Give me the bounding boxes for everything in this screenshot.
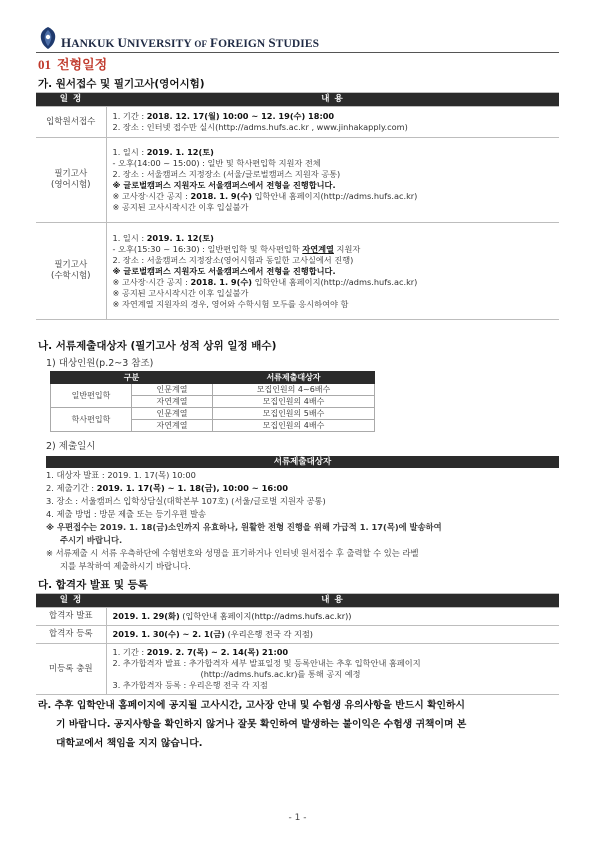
- table-header-row: [36, 93, 559, 107]
- table-row: 자연계열 모집인원의 4배수: [51, 396, 375, 408]
- university-emblem-icon: [38, 26, 58, 50]
- heading-document-submission: 나. 서류제출대상자 (필기고사 성적 상위 일정 배수): [38, 340, 277, 352]
- subheading-target-count: 1) 대상인원(p.2~3 참조): [46, 358, 154, 369]
- submission-target-bar: 서류제출대상자: [46, 456, 559, 468]
- list-item: (http://adms.hufs.ac.kr)를 통해 공지 예정: [200, 669, 361, 679]
- list-item: 2. 장소 : 서울캠퍼스 지정장소 (서울/글로벌캠퍼스 지원자 공통): [112, 169, 341, 179]
- list-item: 3. 추가합격자 등록 : 우리은행 전국 각 지점: [112, 680, 268, 690]
- column-header-schedule: 일 정: [36, 594, 106, 608]
- row-label-application: 입학원서접수: [36, 107, 106, 138]
- list-item: ※ 자연계열 지원자의 경우, 영어와 수학시험 모두를 응시하여야 함: [112, 298, 349, 309]
- column-header-category: 구분: [51, 372, 213, 384]
- target-count-table: [50, 371, 375, 432]
- list-item: 지를 부착하여 제출하시기 바랍니다.: [60, 561, 191, 571]
- application-exam-table: [36, 92, 559, 320]
- list-item: - 오후(15:30 ~ 16:30) : 일반편입학 및 학사편입학 자연계열 지원자: [112, 243, 361, 254]
- list-item: - 오후(14:00 ~ 15:00) : 일반 및 학사편입학 지원자 전체: [112, 158, 321, 168]
- row-label-english-exam: 필기고사 (영어시험): [36, 138, 106, 223]
- section-title: 01 전형일정: [38, 57, 108, 72]
- heading-results-registration: 다. 합격자 발표 및 등록: [38, 579, 148, 591]
- table-header-row: [36, 594, 559, 608]
- list-item: 1. 기간 : 2018. 12. 17(월) 10:00 ~ 12. 19(수) 18:00: [112, 111, 335, 121]
- table-row: [36, 644, 559, 695]
- column-header-schedule: 일 정: [36, 93, 106, 107]
- heading-application-exam: 가. 원서접수 및 필기고사(영어시험): [38, 78, 205, 90]
- list-item: 3. 장소 : 서울캠퍼스 입학상담실(대학본부 107호) (서울/글로벌 지원자 공통): [46, 496, 326, 506]
- list-item: ※ 고사장·시간 공지 : 2018. 1. 9(수) 입학안내 홈페이지(http://adms.hufs.ac.kr): [112, 276, 418, 287]
- university-logo-text: HANKUK UNIVERSITY OF FOREIGN STUDIES: [61, 35, 320, 50]
- row-label-math-exam: 필기고사 (수학시험): [36, 223, 106, 320]
- column-header-content: 내 용: [106, 93, 559, 107]
- list-item: ※ 서류제출 시 서류 우측하단에 수험번호와 성명을 표기하거나 인터넷 원서접수 후 출력할 수 있는 라벨: [46, 548, 419, 558]
- column-header-content: 내 용: [106, 594, 559, 608]
- row-label-announcement: 합격자 발표: [36, 608, 106, 626]
- row-label-registration: 합격자 등록: [36, 626, 106, 644]
- list-item: 2. 추가합격자 발표 : 추가합격자 세부 발표일정 및 등록안내는 추후 입학안내 홈페이지: [112, 658, 421, 668]
- column-header-target: 서류제출대상자: [213, 372, 375, 384]
- table-header-row: [51, 372, 375, 384]
- list-item: ※ 공지된 고사시작시간 이후 입실불가: [112, 287, 249, 298]
- list-item: ※ 공지된 고사시작시간 이후 입실불가: [112, 202, 249, 212]
- list-item: 1. 대상자 발표 : 2019. 1. 17(목) 10:00: [46, 470, 196, 480]
- results-registration-table: [36, 593, 559, 695]
- table-row: 일반편입학 인문계열 모집인원의 4~6배수: [51, 384, 375, 396]
- row-label-additional: 미등록 충원: [36, 644, 106, 695]
- table-row: 합격자 발표 2019. 1. 29(화) (입학안내 홈페이지(http://adms.hufs.ac.kr)): [36, 608, 559, 626]
- closing-notice: 라. 추후 입학안내 홈페이지에 공지될 고사시간, 고사장 안내 및 수험생 유의사항을 반드시 확인하시 기 바랍니다. 공지사항을 확인하지 않거나 잘못 확인하여 발생하는 불이익은 수험생 귀책이며 본 대학교에서 책임을 지지 않습니다.: [38, 700, 467, 749]
- page-number: - 1 -: [288, 813, 307, 823]
- header-divider: [36, 52, 559, 53]
- table-row: [36, 138, 559, 223]
- list-item: 1. 일시 : 2019. 1. 12(토): [112, 232, 214, 243]
- table-row: 학사편입학 인문계열 모집인원의 5배수: [51, 408, 375, 420]
- header: [38, 26, 319, 50]
- list-item: ※ 우편접수는 2019. 1. 18(금)소인까지 유효하나, 원활한 전형 진행을 위해 가급적 1. 17(목)에 발송하여: [46, 522, 442, 532]
- list-item: 1. 일시 : 2019. 1. 12(토): [112, 147, 214, 157]
- list-item: 주시기 바랍니다.: [60, 535, 123, 545]
- table-row: [36, 107, 559, 138]
- subheading-submission-date: 2) 제출일시: [46, 441, 96, 452]
- list-item: 2. 장소 : 인터넷 접수만 실시(http://adms.hufs.ac.kr , www.jinhakapply.com): [112, 122, 408, 132]
- list-item: 4. 제출 방법 : 방문 제출 또는 등기우편 발송: [46, 509, 207, 519]
- table-row: [36, 223, 559, 320]
- list-item: 2. 장소 : 서울캠퍼스 지정장소(영어시험과 동일한 고사실에서 진행): [112, 254, 354, 265]
- list-item: 1. 기간 : 2019. 2. 7(목) ~ 2. 14(목) 21:00: [112, 647, 289, 657]
- list-item: ※ 글로벌캠퍼스 지원자도 서울캠퍼스에서 전형을 진행합니다.: [112, 265, 336, 276]
- table-row: 자연계열 모집인원의 4배수: [51, 420, 375, 432]
- list-item: 2. 제출기간 : 2019. 1. 17(목) ~ 1. 18(금), 10:00 ~ 16:00: [46, 483, 289, 493]
- table-row: 합격자 등록 2019. 1. 30(수) ~ 2. 1(금) (우리은행 전국 각 지점): [36, 626, 559, 644]
- list-item: ※ 고사장·시간 공지 : 2018. 1. 9(수) 입학안내 홈페이지(http://adms.hufs.ac.kr): [112, 191, 418, 201]
- list-item: ※ 글로벌캠퍼스 지원자도 서울캠퍼스에서 전형을 진행합니다.: [112, 180, 336, 190]
